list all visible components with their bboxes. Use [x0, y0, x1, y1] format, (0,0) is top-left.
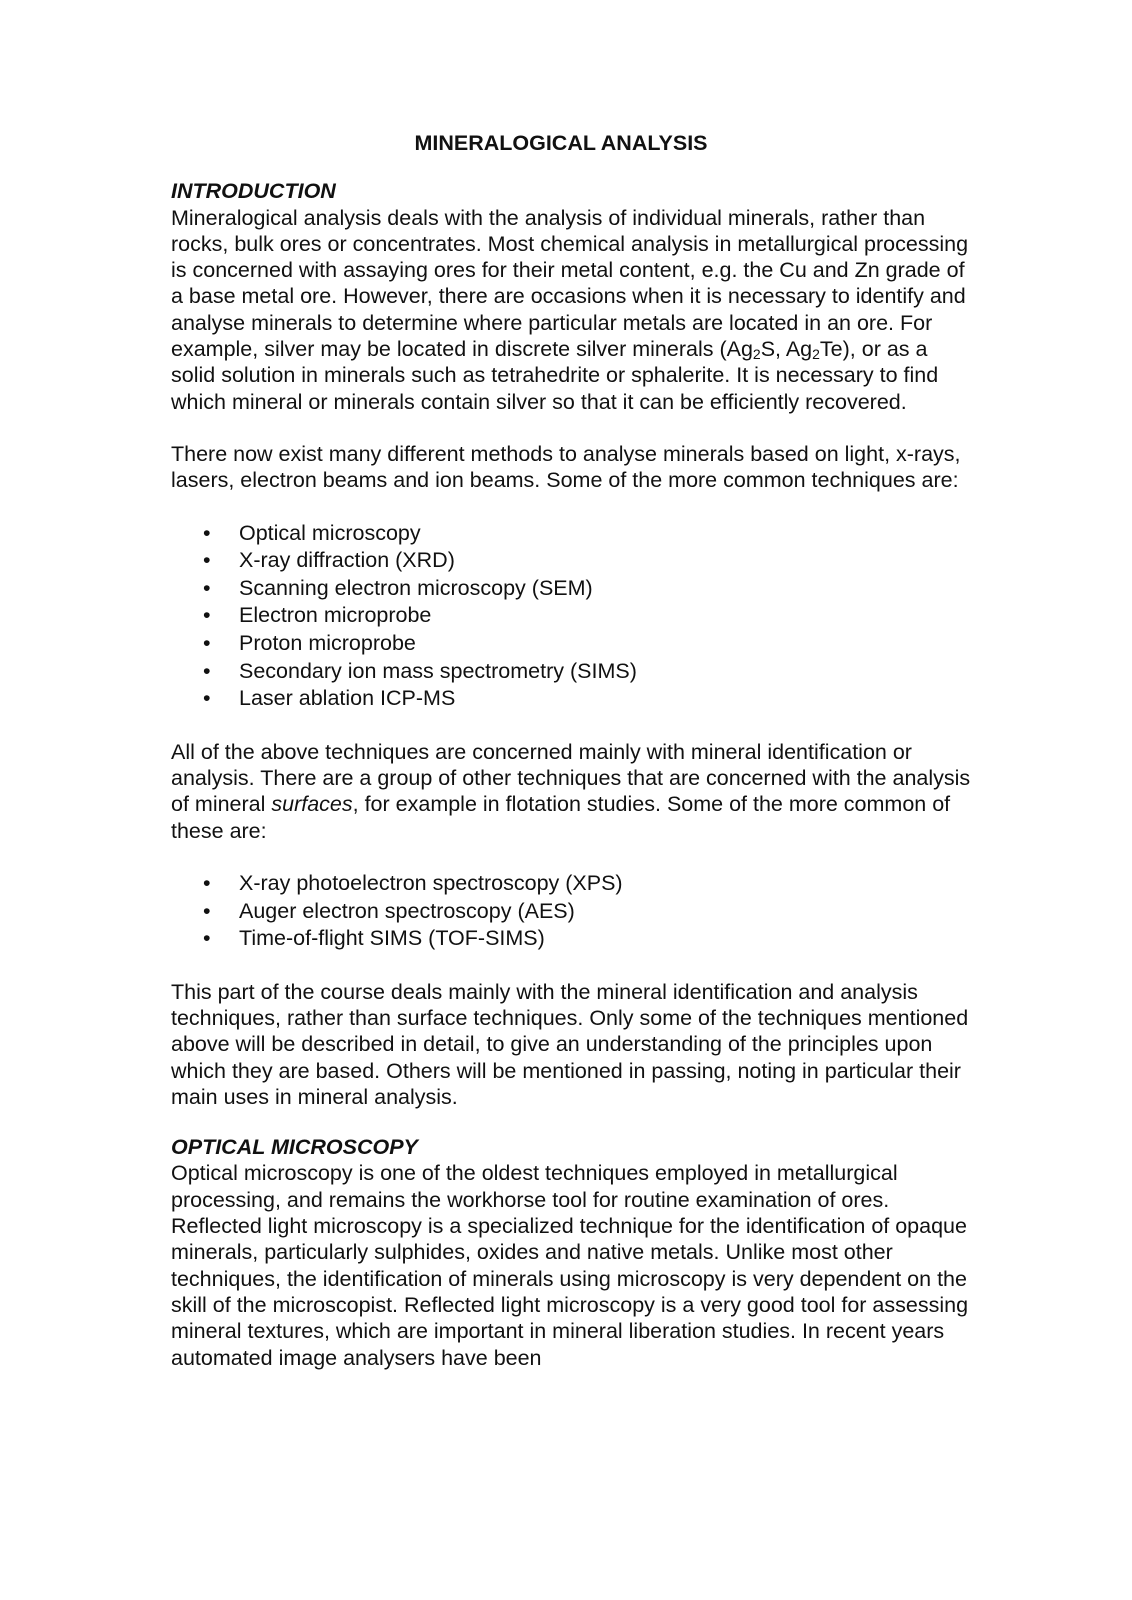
bullet-icon: •: [203, 520, 211, 545]
list-item-label: Secondary ion mass spectrometry (SIMS): [239, 658, 637, 683]
intro-paragraph-1: [171, 205, 971, 415]
intro-p3-text-a: All of the above techniques are concerned mainly with mineral identification or analysis. There are a group of other techniques that are concerned with the analysis of mineral: [171, 739, 971, 817]
list-item: [171, 602, 971, 630]
list-item-label: Optical microscopy: [239, 520, 421, 545]
intro-paragraph-3: [171, 739, 971, 844]
bullet-icon: •: [203, 575, 211, 600]
list-item-label: Time-of-flight SIMS (TOF-SIMS): [239, 926, 545, 951]
intro-p1-text-b: S, Ag: [760, 337, 813, 362]
list-item-label: Scanning electron microscopy (SEM): [239, 575, 593, 600]
subscript-2: 2: [752, 346, 761, 363]
bullet-icon: •: [203, 686, 211, 711]
section-heading-optical-microscopy: OPTICAL MICROSCOPY: [171, 1135, 418, 1160]
list-item: [171, 685, 971, 713]
optical-paragraph-1: Optical microscopy is one of the oldest techniques employed in metallurgical processing, and remains the workhorse tool for routine examination of ores. Reflected light microscopy is a specialized technique for the identification of opaque minerals, particularly sulphides, oxides and native metals. Unlike most other techniques, the identification of minerals using microscopy is very dependent on the skill of the microscopist. Reflected light microscopy is a very good tool for assessing mineral textures, which are important in mineral liberation studies. In recent years automated image analysers have been: [171, 1161, 969, 1370]
document-title: MINERALOGICAL ANALYSIS: [414, 131, 708, 155]
bullet-icon: •: [203, 926, 211, 951]
list-item-label: Auger electron spectroscopy (AES): [239, 898, 575, 923]
intro-paragraph-4: This part of the course deals mainly with the mineral identification and analysis techniques, rather than surface techniques. Only some of the techniques mentioned above will be described in detail, to give an understanding of the principles upon which they are based. Others will be mentioned in passing, noting in particular their main uses in mineral analysis.: [171, 979, 969, 1109]
document-page: [171, 130, 971, 1371]
bullet-icon: •: [203, 658, 211, 683]
intro-p1-text-a: Mineralogical analysis deals with the analysis of individual minerals, rather than rocks, bulk ores or concentrates. Most chemical analysis in metallurgical processing is concerned with assaying ores for their metal content, e.g. the Cu and Zn grade of a base metal ore. However, there are occasions when it is necessary to identify and analyse minerals to determine where particular metals are located in an ore. For example, silver may be located in discrete silver minerals (Ag: [171, 205, 969, 362]
list-item: [171, 925, 971, 953]
list-item: [171, 630, 971, 658]
bullet-icon: •: [203, 603, 211, 628]
subscript-2: 2: [812, 346, 820, 363]
section-heading-introduction: INTRODUCTION: [171, 179, 336, 204]
list-item-label: X-ray photoelectron spectroscopy (XPS): [239, 870, 623, 895]
list-item: [171, 658, 971, 686]
list-item: [171, 520, 971, 548]
surface-techniques-list: [171, 870, 971, 953]
list-item: [171, 898, 971, 926]
intro-p1-text-c: Te), or as a solid solution in minerals such as tetrahedrite or sphalerite. It is necessary to find which mineral or minerals contain silver so that it can be efficiently recovered.: [171, 337, 939, 414]
list-item: [171, 870, 971, 898]
list-item-label: Electron microprobe: [239, 603, 432, 628]
list-item: [171, 575, 971, 603]
intro-paragraph-2: There now exist many different methods to analyse minerals based on light, x-rays, lasers, electron beams and ion beams. Some of the more common techniques are:: [171, 441, 961, 493]
bullet-icon: •: [203, 630, 211, 655]
bullet-icon: •: [203, 898, 211, 923]
bullet-icon: •: [203, 870, 211, 895]
list-item-label: X-ray diffraction (XRD): [239, 548, 455, 573]
emphasis-surfaces: surfaces: [271, 792, 353, 817]
bullet-icon: •: [203, 548, 211, 573]
techniques-list: [171, 520, 971, 713]
list-item-label: Laser ablation ICP-MS: [239, 686, 456, 711]
list-item-label: Proton microprobe: [239, 630, 416, 655]
intro-p3-text-b: , for example in flotation studies. Some of the more common of these are:: [171, 792, 951, 843]
list-item: [171, 547, 971, 575]
